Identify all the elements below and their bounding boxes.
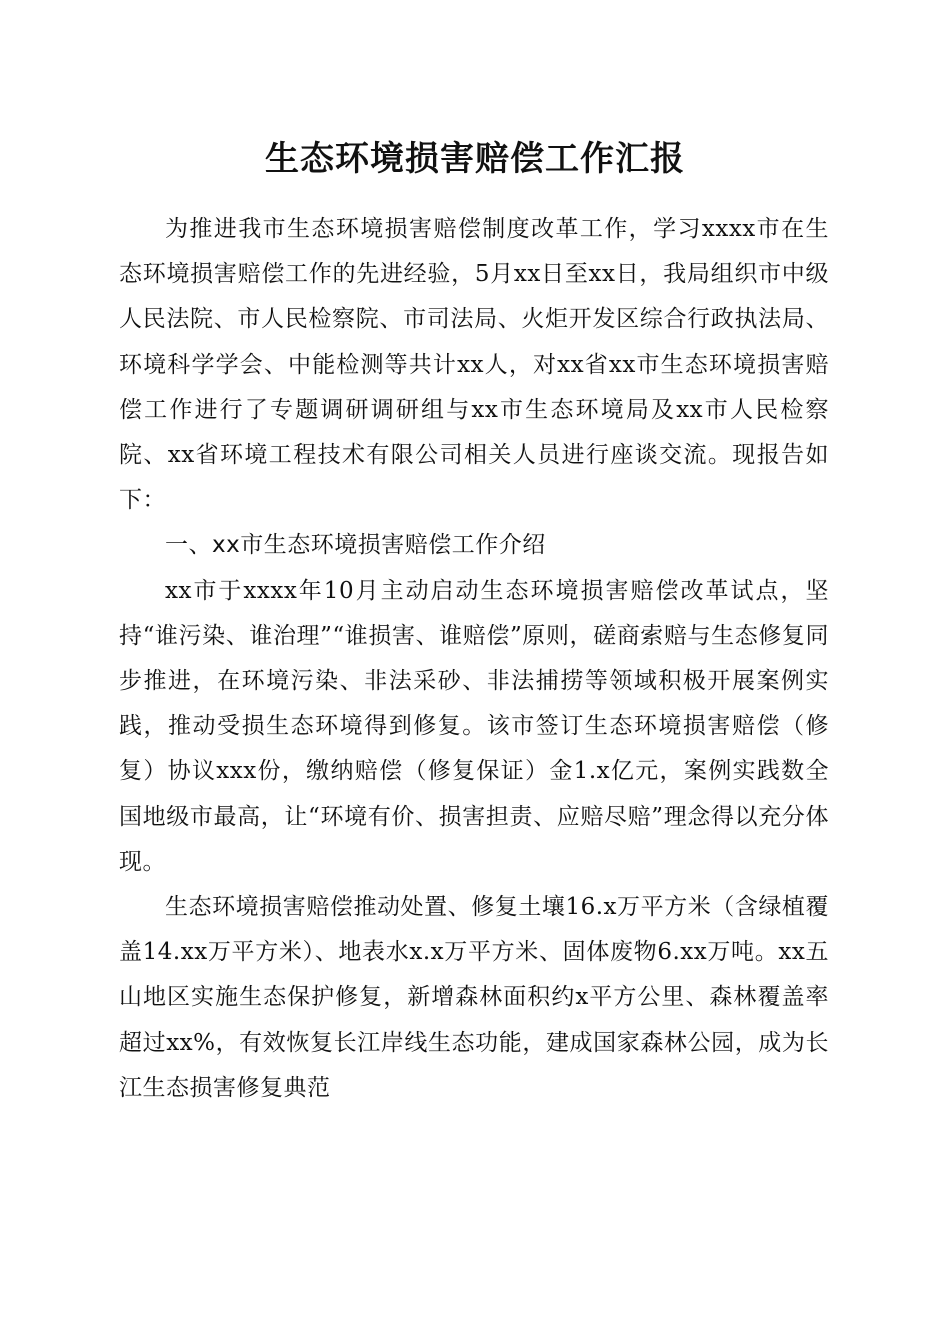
intro-paragraph: 为推进我市生态环境损害赔偿制度改革工作，学习xxxx市在生态环境损害赔偿工作的先进经验，5月xx日至xx日，我局组织市中级人民法院、市人民检察院、市司法局、火炬开发区综合行政执法局、环境科学学会、中能检测等共计xx人，对xx省xx市生态环境损害赔偿工作进行了专题调研调研组与xx市生态环境局及xx市人民检察院、xx省环境工程技术有限公司相关人员进行座谈交流。现报告如下： — [119, 216, 829, 514]
body-paragraph: 生态环境损害赔偿推动处置、修复土壤16.x万平方米（含绿植覆盖14.xx万平方米）、地表水x.x万平方米、固体废物6.xx万吨。xx五山地区实施生态保护修复，新增森林面积约x平方公里、森林覆盖率超过xx%，有效恢复长江岸线生态功能，建成国家森林公园，成为长江生态损害修复典范 — [119, 894, 829, 1101]
document-body — [119, 207, 829, 1111]
body-paragraph: xx市于xxxx年10月主动启动生态环境损害赔偿改革试点，坚持“谁污染、谁治理”“谁损害、谁赔偿”原则，磋商索赔与生态修复同步推进，在环境污染、非法采砂、非法捕捞等领域积极开展案例实践，推动受损生态环境得到修复。该市签订生态环境损害赔偿（修复）协议xxx份，缴纳赔偿（修复保证）金1.x亿元，案例实践数全国地级市最高，让“环境有价、损害担责、应赔尽赔”理念得以充分体现。 — [119, 577, 829, 875]
section-heading: 一、xx市生态环境损害赔偿工作介绍 — [165, 532, 546, 559]
document-title: 生态环境损害赔偿工作汇报 — [265, 139, 685, 179]
